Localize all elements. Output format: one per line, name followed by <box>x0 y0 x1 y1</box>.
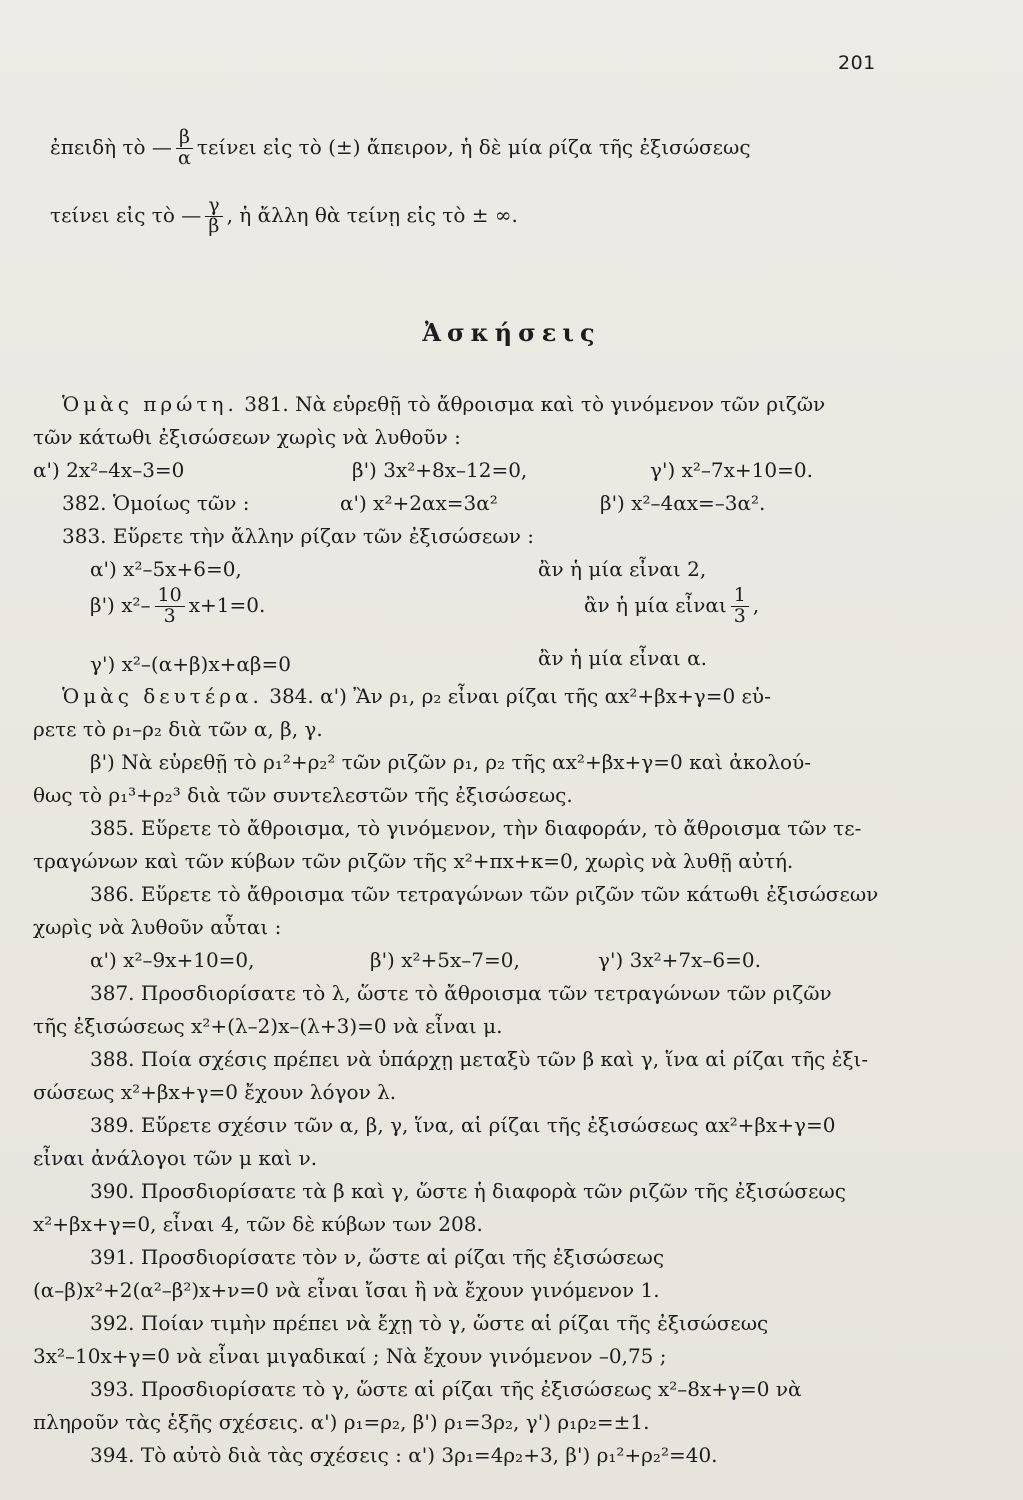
fraction-gamma-over-beta: $\frac{\gamma}{\beta}$ <box>205 196 222 237</box>
exercise-386-cont: χωρὶς νὰ λυθοῦν αὗται : <box>33 915 282 939</box>
intro-line-1: ἐπειδὴ τὸ — $\frac{\beta}{\alpha}$ τείνει εἰς τὸ (±) ἄπειρον, ἡ δὲ μία ρίζα τῆς ἐξισώσεως <box>50 126 751 169</box>
group-label-second: Ὁμὰς δευτέρα. <box>62 684 263 708</box>
exercise-382: 382. Ὁμοίως τῶν : <box>62 491 250 515</box>
exercise-388-cont: σώσεως x²+βx+γ=0 ἔχουν λόγον λ. <box>33 1080 397 1104</box>
exercise-383-b-condition: ἂν ἡ μία εἶναι $\frac{1}{3}$ , <box>584 584 760 627</box>
exercise-390: 390. Προσδιορίσατε τὰ β καὶ γ, ὥστε ἡ διαφορὰ τῶν ριζῶν τῆς ἐξισώσεως <box>90 1179 846 1203</box>
exercise-381-cont: τῶν κάτωθι ἐξισώσεων χωρὶς νὰ λυθοῦν : <box>33 425 461 449</box>
exercise-385-cont: τραγώνων καὶ τῶν κύβων τῶν ριζῶν τῆς x²+πx+κ=0, χωρὶς νὰ λυθῇ αὐτή. <box>33 849 794 873</box>
exercise-383-a-condition: ἂν ἡ μία εἶναι 2, <box>538 557 707 581</box>
group-label-first: Ὁμὰς πρώτη. <box>62 392 238 416</box>
exercise-383-c: γ') x²–(α+β)x+αβ=0 <box>90 652 291 676</box>
exercise-385: 385. Εὕρετε τὸ ἄθροισμα, τὸ γινόμενον, τὴν διαφοράν, τὸ ἄθροισμα τῶν τε- <box>90 816 862 840</box>
exercise-386-c: γ') 3x²+7x–6=0. <box>598 948 761 972</box>
fraction-one-third: $\frac{1}{3}$ <box>731 586 749 627</box>
fraction-ten-thirds: $\frac{10}{3}$ <box>155 586 185 627</box>
exercise-390-cont: x²+βx+γ=0, εἶναι 4, τῶν δὲ κύβων των 208. <box>33 1212 483 1236</box>
exercise-381-a: α') 2x²–4x–3=0 <box>33 458 185 482</box>
exercise-386-a: α') x²–9x+10=0, <box>90 948 255 972</box>
exercise-383-a: α') x²–5x+6=0, <box>90 557 242 581</box>
exercise-381-b: β') 3x²+8x–12=0, <box>352 458 528 482</box>
intro-line-2: τείνει εἰς τὸ — $\frac{\gamma}{\beta}$ , ἡ ἄλλη θὰ τείνῃ εἰς τὸ ± ∞. <box>50 194 518 237</box>
exercise-382-b: β') x²–4αx=–3α². <box>600 491 766 515</box>
exercise-381: Ὁμὰς πρώτη. 381. Νὰ εὑρεθῇ τὸ ἄθροισμα καὶ τὸ γινόμενον τῶν ριζῶν <box>62 392 826 416</box>
page-number: 201 <box>838 52 876 74</box>
exercise-383-b: β') x²– $\frac{10}{3}$ x+1=0. <box>90 584 266 627</box>
exercise-393: 393. Προσδιορίσατε τὸ γ, ὥστε αἱ ρίζαι τῆς ἐξισώσεως x²–8x+γ=0 νὰ <box>90 1377 802 1401</box>
exercise-388: 388. Ποία σχέσις πρέπει νὰ ὑπάρχῃ μεταξὺ τῶν β καὶ γ, ἵνα αἱ ρίζαι τῆς ἐξι- <box>90 1047 869 1071</box>
fraction-beta-over-alpha: $\frac{\beta}{\alpha}$ <box>176 128 193 169</box>
exercise-391: 391. Προσδιορίσατε τὸν ν, ὥστε αἱ ρίζαι τῆς ἐξισώσεως <box>90 1245 665 1269</box>
exercise-386: 386. Εὕρετε τὸ ἄθροισμα τῶν τετραγώνων τῶν ριζῶν τῶν κάτωθι ἐξισώσεων <box>90 882 879 906</box>
exercise-383-c-condition: ἂν ἡ μία εἶναι α. <box>538 646 707 670</box>
exercise-383: 383. Εὕρετε τὴν ἄλλην ρίζαν τῶν ἐξισώσεων : <box>62 524 534 548</box>
exercise-389: 389. Εὕρετε σχέσιν τῶν α, β, γ, ἵνα, αἱ ρίζαι τῆς ἐξισώσεως αx²+βx+γ=0 <box>90 1113 836 1137</box>
exercise-392: 392. Ποίαν τιμὴν πρέπει νὰ ἔχῃ τὸ γ, ὥστε αἱ ρίζαι τῆς ἐξισώσεως <box>90 1311 769 1335</box>
exercise-384-cont: ρετε τὸ ρ₁–ρ₂ διὰ τῶν α, β, γ. <box>33 717 323 741</box>
exercise-384-b: β') Νὰ εὑρεθῇ τὸ ρ₁²+ρ₂² τῶν ριζῶν ρ₁, ρ₂ τῆς αx²+βx+γ=0 καὶ ἀκολού- <box>90 750 811 774</box>
exercise-393-cont: πληροῦν τὰς ἑξῆς σχέσεις. α') ρ₁=ρ₂, β') ρ₁=3ρ₂, γ') ρ₁ρ₂=±1. <box>33 1410 650 1434</box>
exercise-392-cont: 3x²–10x+γ=0 νὰ εἶναι μιγαδικαί ; Νὰ ἔχουν γινόμενον –0,75 ; <box>33 1344 667 1368</box>
exercise-387-cont: τῆς ἐξισώσεως x²+(λ–2)x–(λ+3)=0 νὰ εἶναι μ. <box>33 1014 503 1038</box>
exercise-384: Ὁμὰς δευτέρα. 384. α') Ἂν ρ₁, ρ₂ εἶναι ρίζαι τῆς αx²+βx+γ=0 εὑ- <box>62 684 771 708</box>
exercise-394: 394. Τὸ αὐτὸ διὰ τὰς σχέσεις : α') 3ρ₁=4ρ₂+3, β') ρ₁²+ρ₂²=40. <box>90 1443 718 1467</box>
exercise-389-cont: εἶναι ἀνάλογοι τῶν μ καὶ ν. <box>33 1146 318 1170</box>
exercise-386-b: β') x²+5x–7=0, <box>370 948 520 972</box>
exercise-381-c: γ') x²–7x+10=0. <box>650 458 813 482</box>
exercise-382-a: α') x²+2αx=3α² <box>340 491 498 515</box>
exercise-384-b-cont: θως τὸ ρ₁³+ρ₂³ διὰ τῶν συντελεστῶν τῆς ἐξισώσεως. <box>33 783 573 807</box>
exercise-387: 387. Προσδιορίσατε τὸ λ, ὥστε τὸ ἄθροισμα τῶν τετραγώνων τῶν ριζῶν <box>90 981 832 1005</box>
exercise-391-cont: (α–β)x²+2(α²–β²)x+ν=0 νὰ εἶναι ἴσαι ἢ νὰ ἔχουν γινόμενον 1. <box>33 1278 660 1302</box>
section-heading: Ἀσκήσεις <box>422 318 601 347</box>
